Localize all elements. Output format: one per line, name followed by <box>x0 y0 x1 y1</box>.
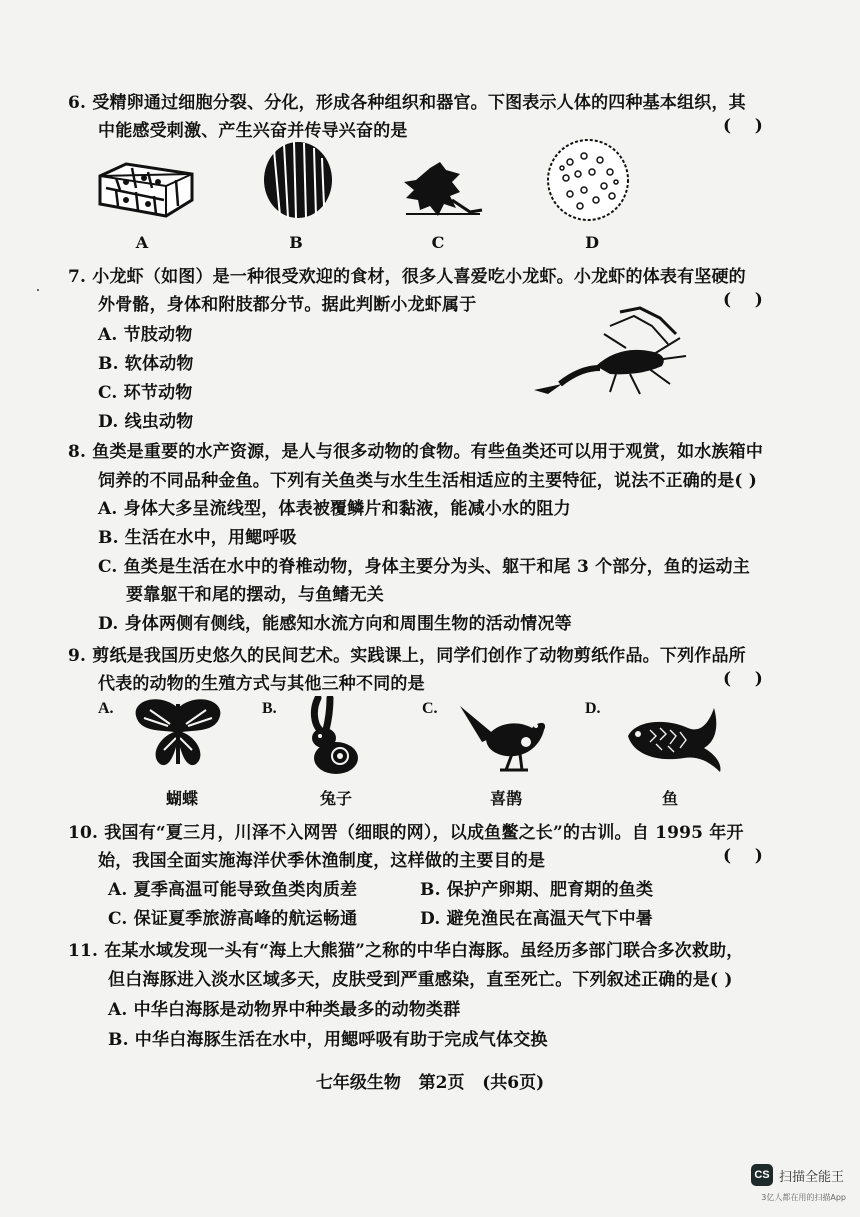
q8-option-c-line1: C. 鱼类是生活在水中的脊椎动物，身体主要分为头、躯干和尾 3 个部分，鱼的运动主 <box>98 557 750 577</box>
epithelial-tissue-figure <box>96 160 196 220</box>
q9-caption-magpie: 喜鹊 <box>489 789 522 808</box>
rabbit-papercut-figure <box>300 696 360 776</box>
q7-option-a: A. 节肢动物 <box>98 325 193 345</box>
q6-option-a: A <box>135 233 149 252</box>
q10-line2: 始，我国全面实施海洋伏季休渔制度，这样做的主要目的是 <box>98 851 546 871</box>
connective-tissue-figure <box>544 138 632 222</box>
butterfly-papercut-figure <box>130 694 226 774</box>
q7-option-b: B. 软体动物 <box>98 354 194 374</box>
q6-option-c: C <box>431 233 445 252</box>
q10-option-d: D. 避免渔民在高温天气下中暑 <box>420 909 653 929</box>
q10-option-a: A. 夏季高温可能导致鱼类肉质差 <box>108 880 358 900</box>
q8-option-a: A. 身体大多呈流线型，体表被覆鳞片和黏液，能减小水的阻力 <box>98 499 571 519</box>
fish-papercut-figure <box>622 700 726 774</box>
q6-line2: 中能感受刺激、产生兴奋并传导兴奋的是 <box>98 121 408 141</box>
q9-caption-butterfly: 蝴蝶 <box>165 789 198 808</box>
muscle-tissue-figure <box>262 140 334 220</box>
q11-option-a: A. 中华白海豚是动物界中种类最多的动物类群 <box>108 1000 461 1020</box>
q6-answer-paren: ( ) <box>723 116 763 136</box>
q9-letter-a: A. <box>98 700 114 717</box>
q6-option-d: D <box>585 233 599 252</box>
q7-option-c: C. 环节动物 <box>98 383 193 403</box>
scanner-watermark <box>751 1164 844 1186</box>
q7-line1: 7. 小龙虾（如图）是一种很受欢迎的食材，很多人喜爱吃小龙虾。小龙虾的体表有坚硬的 <box>68 267 746 287</box>
q11-line2: 但白海豚进入淡水区域多天，皮肤受到严重感染，直至死亡。下列叙述正确的是( ) <box>108 970 733 990</box>
q9-caption-rabbit: 兔子 <box>319 789 352 808</box>
q9-letter-c: C. <box>422 700 438 717</box>
q9-letter-b: B. <box>262 700 277 717</box>
scanner-app-name: 扫描全能王 <box>778 1169 844 1185</box>
q11-line1: 11. 在某水域发现一头有“海上大熊猫”之称的中华白海豚。虽经历多部门联合多次救助， <box>68 941 744 961</box>
q9-line2: 代表的动物的生殖方式与其他三种不同的是 <box>98 674 425 694</box>
q8-line1: 8. 鱼类是重要的水产资源，是人与很多动物的食物。有些鱼类还可以用于观赏，如水族箱中 <box>68 442 764 462</box>
nerve-tissue-figure <box>400 160 484 220</box>
q9-caption-fish: 鱼 <box>661 789 678 808</box>
q10-answer-paren: ( ) <box>723 846 763 866</box>
q6-option-b: B <box>289 233 303 252</box>
q9-letter-d: D. <box>585 700 601 717</box>
q8-line2: 饲养的不同品种金鱼。下列有关鱼类与水生生活相适应的主要特征，说法不正确的是( ) <box>98 471 758 491</box>
q10-option-b: B. 保护产卵期、肥育期的鱼类 <box>420 880 654 900</box>
scanner-logo-icon: CS <box>751 1164 773 1186</box>
scanner-tagline: 3亿人都在用的扫描App <box>761 1193 846 1202</box>
page-footer: 七年级生物 第2页 (共6页) <box>315 1073 545 1093</box>
q9-answer-paren: ( ) <box>723 669 763 689</box>
q8-option-c-line2: 要靠躯干和尾的摆动，与鱼鳍无关 <box>126 585 384 605</box>
q6-line1: 6. 受精卵通过细胞分裂、分化，形成各种组织和器官。下图表示人体的四种基本组织，其 <box>68 93 746 113</box>
q11-option-b: B. 中华白海豚生活在水中，用鳃呼吸有助于完成气体交换 <box>108 1030 548 1050</box>
q7-option-d: D. 线虫动物 <box>98 412 194 432</box>
magpie-papercut-figure <box>456 698 548 772</box>
crayfish-figure <box>530 304 690 396</box>
q9-line1: 9. 剪纸是我国历史悠久的民间艺术。实践课上，同学们创作了动物剪纸作品。下列作品所 <box>68 646 746 666</box>
q10-option-c: C. 保证夏季旅游高峰的航运畅通 <box>108 909 358 929</box>
q10-line1: 10. 我国有“夏三月，川泽不入网罟（细眼的网），以成鱼鳖之长”的古训。自 1995 年开 <box>68 823 744 843</box>
scan-speck <box>37 289 39 291</box>
q7-line2: 外骨骼，身体和附肢都分节。据此判断小龙虾属于 <box>98 295 477 315</box>
q8-option-d: D. 身体两侧有侧线，能感知水流方向和周围生物的活动情况等 <box>98 614 572 634</box>
q7-answer-paren: ( ) <box>723 290 763 310</box>
q8-option-b: B. 生活在水中，用鳃呼吸 <box>98 528 297 548</box>
